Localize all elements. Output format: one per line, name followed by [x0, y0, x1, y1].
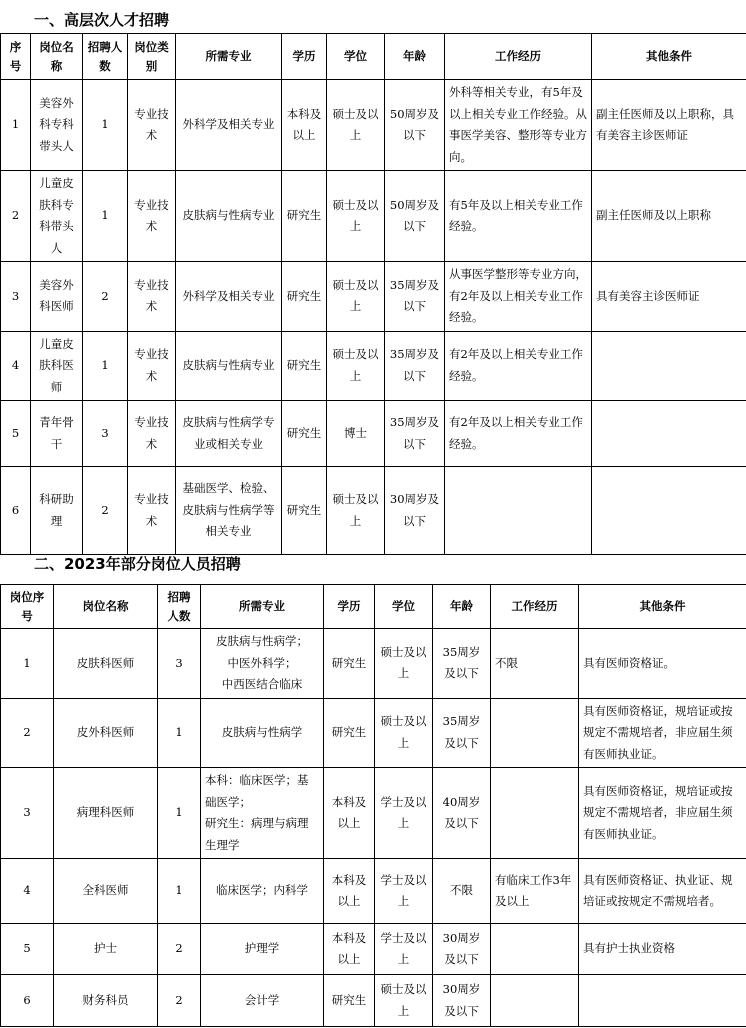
cell-index: 6 [1, 975, 54, 1027]
cell-other: 副主任医师及以上职称，具有美容主诊医师证 [592, 80, 746, 171]
cell-position: 美容外科医师 [31, 262, 83, 332]
cell-age: 50周岁及以下 [385, 171, 445, 262]
col-header-other: 其他条件 [579, 585, 746, 629]
cell-count: 1 [158, 698, 201, 768]
cell-experience: 有2年及以上相关专业工作经验。 [445, 331, 592, 401]
table-row [1, 924, 746, 975]
cell-position: 财务科员 [54, 975, 158, 1027]
cell-index: 4 [1, 331, 31, 401]
col-header-category: 岗位类别 [128, 34, 176, 80]
cell-major: 皮肤病与性病学 [201, 698, 324, 768]
cell-position: 儿童皮肤科医师 [31, 331, 83, 401]
cell-experience: 不限 [491, 629, 579, 699]
cell-degree: 学士及以上 [375, 924, 433, 975]
table-row [1, 262, 746, 332]
cell-education: 研究生 [282, 331, 327, 401]
cell-degree: 硕士及以上 [375, 629, 433, 699]
cell-count: 2 [158, 975, 201, 1027]
cell-major: 皮肤病与性病学专业或相关专业 [176, 401, 282, 467]
cell-degree: 硕士及以上 [327, 331, 385, 401]
cell-index: 1 [1, 629, 54, 699]
cell-index: 1 [1, 80, 31, 171]
cell-count: 1 [83, 331, 128, 401]
col-header-major: 所需专业 [176, 34, 282, 80]
cell-category: 专业技术 [128, 331, 176, 401]
cell-count: 2 [158, 924, 201, 975]
cell-other [592, 331, 746, 401]
cell-category: 专业技术 [128, 171, 176, 262]
cell-degree: 硕士及以上 [327, 262, 385, 332]
partial-positions-table [0, 584, 746, 1027]
col-header-other: 其他条件 [592, 34, 746, 80]
cell-education: 本科及以上 [324, 859, 375, 924]
col-header-education: 学历 [282, 34, 327, 80]
cell-position: 美容外科专科带头人 [31, 80, 83, 171]
col-header-index: 岗位序号 [1, 585, 54, 629]
cell-major: 皮肤病与性病专业 [176, 331, 282, 401]
cell-experience [491, 924, 579, 975]
cell-other: 具有护士执业资格 [579, 924, 746, 975]
cell-age: 30周岁及以下 [433, 975, 491, 1027]
cell-major: 皮肤病与性病专业 [176, 171, 282, 262]
col-header-age: 年龄 [433, 585, 491, 629]
cell-experience: 有临床工作3年及以上 [491, 859, 579, 924]
cell-age: 50周岁及以下 [385, 80, 445, 171]
table-row [1, 698, 746, 768]
col-header-education: 学历 [324, 585, 375, 629]
cell-experience: 有2年及以上相关专业工作经验。 [445, 401, 592, 467]
table-row [1, 768, 746, 859]
cell-count: 3 [158, 629, 201, 699]
cell-category: 专业技术 [128, 467, 176, 555]
cell-index: 4 [1, 859, 54, 924]
cell-age: 35周岁及以下 [433, 629, 491, 699]
cell-category: 专业技术 [128, 262, 176, 332]
cell-position: 病理科医师 [54, 768, 158, 859]
cell-age: 35周岁及以下 [385, 331, 445, 401]
cell-index: 3 [1, 262, 31, 332]
cell-other [579, 975, 746, 1027]
table-row [1, 331, 746, 401]
cell-position: 护士 [54, 924, 158, 975]
cell-age: 40周岁及以下 [433, 768, 491, 859]
cell-major: 基础医学、检验、皮肤病与性病学等相关专业 [176, 467, 282, 555]
cell-count: 1 [83, 80, 128, 171]
cell-education: 本科及以上 [324, 924, 375, 975]
cell-experience [491, 975, 579, 1027]
cell-index: 3 [1, 768, 54, 859]
cell-index: 2 [1, 171, 31, 262]
cell-experience [491, 768, 579, 859]
section-1-title: 一、高层次人才招聘 [34, 11, 170, 29]
cell-age: 35周岁及以下 [433, 698, 491, 768]
cell-degree: 硕士及以上 [327, 80, 385, 171]
cell-education: 研究生 [324, 975, 375, 1027]
col-header-degree: 学位 [327, 34, 385, 80]
cell-position: 皮肤科医师 [54, 629, 158, 699]
col-header-count: 招聘人数 [83, 34, 128, 80]
cell-major: 皮肤病与性病学； 中医外科学； 中西医结合临床 [201, 629, 324, 699]
cell-major: 护理学 [201, 924, 324, 975]
cell-category: 专业技术 [128, 401, 176, 467]
col-header-count: 招聘人数 [158, 585, 201, 629]
cell-experience: 外科等相关专业，有5年及以上相关专业工作经验。从事医学美容、整形等专业方向。 [445, 80, 592, 171]
cell-count: 1 [83, 171, 128, 262]
cell-position: 儿童皮肤科专科带头人 [31, 171, 83, 262]
cell-experience [445, 467, 592, 555]
table-row [1, 629, 746, 699]
cell-position: 皮外科医师 [54, 698, 158, 768]
cell-position: 全科医师 [54, 859, 158, 924]
cell-other: 具有医师资格证，规培证或按规定不需规培者，非应届生须有医师执业证。 [579, 768, 746, 859]
cell-other: 具有医师资格证，规培证或按规定不需规培者，非应届生须有医师执业证。 [579, 698, 746, 768]
cell-age: 不限 [433, 859, 491, 924]
cell-other: 具有美容主诊医师证 [592, 262, 746, 332]
col-header-position: 岗位名称 [54, 585, 158, 629]
cell-other [592, 401, 746, 467]
cell-degree: 硕士及以上 [375, 698, 433, 768]
cell-age: 30周岁及以下 [433, 924, 491, 975]
col-header-index: 序号 [1, 34, 31, 80]
cell-major: 外科学及相关专业 [176, 80, 282, 171]
cell-other: 具有医师资格证、执业证、规培证或按规定不需规培者。 [579, 859, 746, 924]
col-header-experience: 工作经历 [445, 34, 592, 80]
cell-position: 青年骨干 [31, 401, 83, 467]
cell-count: 1 [158, 859, 201, 924]
table-row [1, 467, 746, 555]
cell-education: 研究生 [324, 698, 375, 768]
cell-count: 2 [83, 467, 128, 555]
cell-degree: 学士及以上 [375, 859, 433, 924]
cell-index: 6 [1, 467, 31, 555]
cell-degree: 学士及以上 [375, 768, 433, 859]
cell-degree: 硕士及以上 [327, 467, 385, 555]
table-row [1, 80, 746, 171]
cell-index: 5 [1, 924, 54, 975]
cell-other [592, 467, 746, 555]
cell-other: 副主任医师及以上职称 [592, 171, 746, 262]
cell-age: 35周岁及以下 [385, 401, 445, 467]
cell-experience: 从事医学整形等专业方向，有2年及以上相关专业工作经验。 [445, 262, 592, 332]
cell-education: 研究生 [282, 467, 327, 555]
cell-other: 具有医师资格证。 [579, 629, 746, 699]
cell-degree: 硕士及以上 [327, 171, 385, 262]
cell-major: 临床医学；内科学 [201, 859, 324, 924]
cell-index: 5 [1, 401, 31, 467]
cell-category: 专业技术 [128, 80, 176, 171]
cell-education: 研究生 [324, 629, 375, 699]
high-level-talent-table [0, 33, 746, 555]
cell-experience: 有5年及以上相关专业工作经验。 [445, 171, 592, 262]
cell-education: 研究生 [282, 171, 327, 262]
cell-index: 2 [1, 698, 54, 768]
cell-count: 3 [83, 401, 128, 467]
col-header-position: 岗位名称 [31, 34, 83, 80]
col-header-experience: 工作经历 [491, 585, 579, 629]
cell-major: 本科：临床医学；基础医学； 研究生：病理与病理生理学 [201, 768, 324, 859]
cell-experience [491, 698, 579, 768]
col-header-age: 年龄 [385, 34, 445, 80]
section-2-title: 二、2023年部分岗位人员招聘 [34, 555, 241, 573]
cell-age: 35周岁及以下 [385, 262, 445, 332]
table-row [1, 171, 746, 262]
cell-education: 本科及以上 [324, 768, 375, 859]
cell-education: 本科及以上 [282, 80, 327, 171]
col-header-degree: 学位 [375, 585, 433, 629]
table-row [1, 859, 746, 924]
cell-position: 科研助理 [31, 467, 83, 555]
cell-major: 外科学及相关专业 [176, 262, 282, 332]
col-header-major: 所需专业 [201, 585, 324, 629]
cell-count: 1 [158, 768, 201, 859]
cell-age: 30周岁及以下 [385, 467, 445, 555]
cell-major: 会计学 [201, 975, 324, 1027]
cell-degree: 硕士及以上 [375, 975, 433, 1027]
table-row [1, 975, 746, 1027]
cell-education: 研究生 [282, 401, 327, 467]
cell-degree: 博士 [327, 401, 385, 467]
cell-count: 2 [83, 262, 128, 332]
cell-education: 研究生 [282, 262, 327, 332]
table-row [1, 401, 746, 467]
